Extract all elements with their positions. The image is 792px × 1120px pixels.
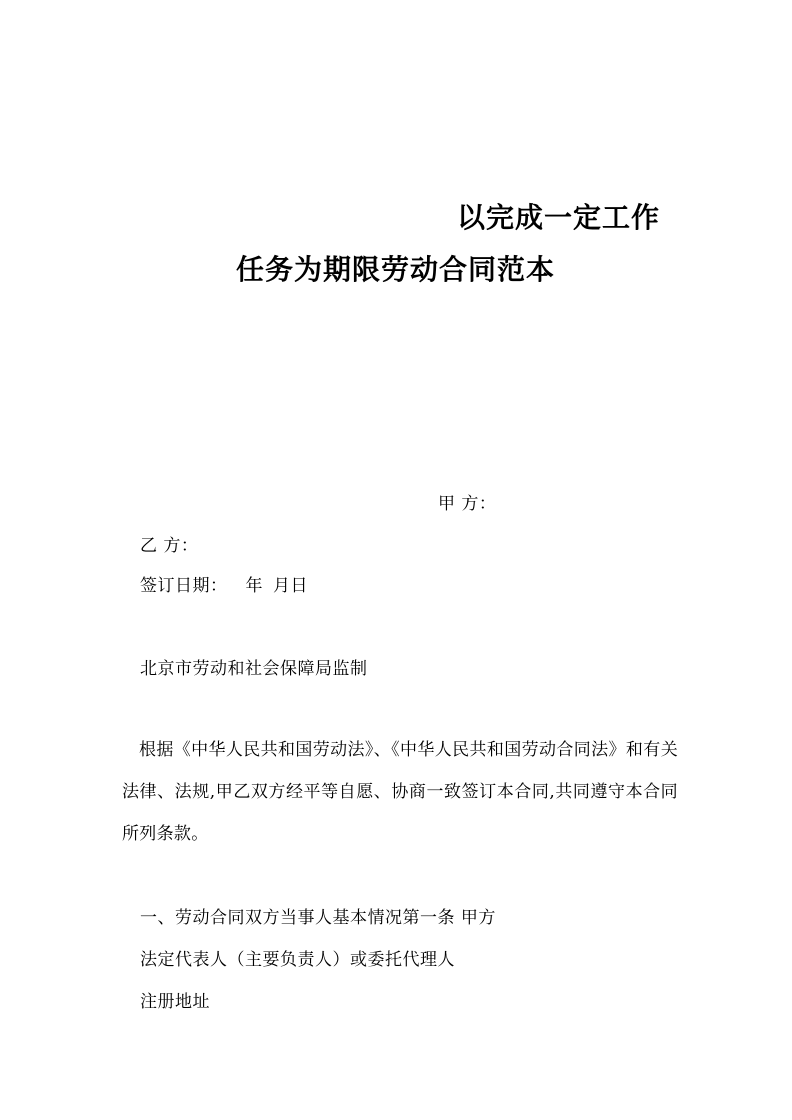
party-b-label: 乙 方： (140, 536, 199, 556)
registered-address-label: 注册地址 (140, 992, 210, 1012)
sign-date-line (140, 571, 308, 596)
preamble-paragraph: 根据《中华人民共和国劳动法》、《中华人民共和国劳动合同法》和有关法律、法规,甲乙双方经平等自愿、协商一致签订本合同,共同遵守本合同所列条款。 (122, 740, 678, 844)
sign-date-year: 年 (245, 576, 263, 596)
document-title-line-2: 任务为期限劳动合同范本 (236, 253, 556, 286)
supervisor-text: 北京市劳动和社会保障局监制 (140, 659, 368, 679)
sign-date-monthday: 月日 (273, 576, 308, 596)
legal-representative-label: 法定代表人（主要负责人）或委托代理人 (140, 950, 455, 970)
document-title-line-1: 以完成一定工作 (457, 201, 661, 234)
section-1-heading: 一、劳动合同双方当事人基本情况第一条 甲方 (140, 908, 496, 928)
sign-date-label: 签订日期： (140, 576, 228, 596)
party-a-label: 甲 方： (438, 494, 497, 514)
